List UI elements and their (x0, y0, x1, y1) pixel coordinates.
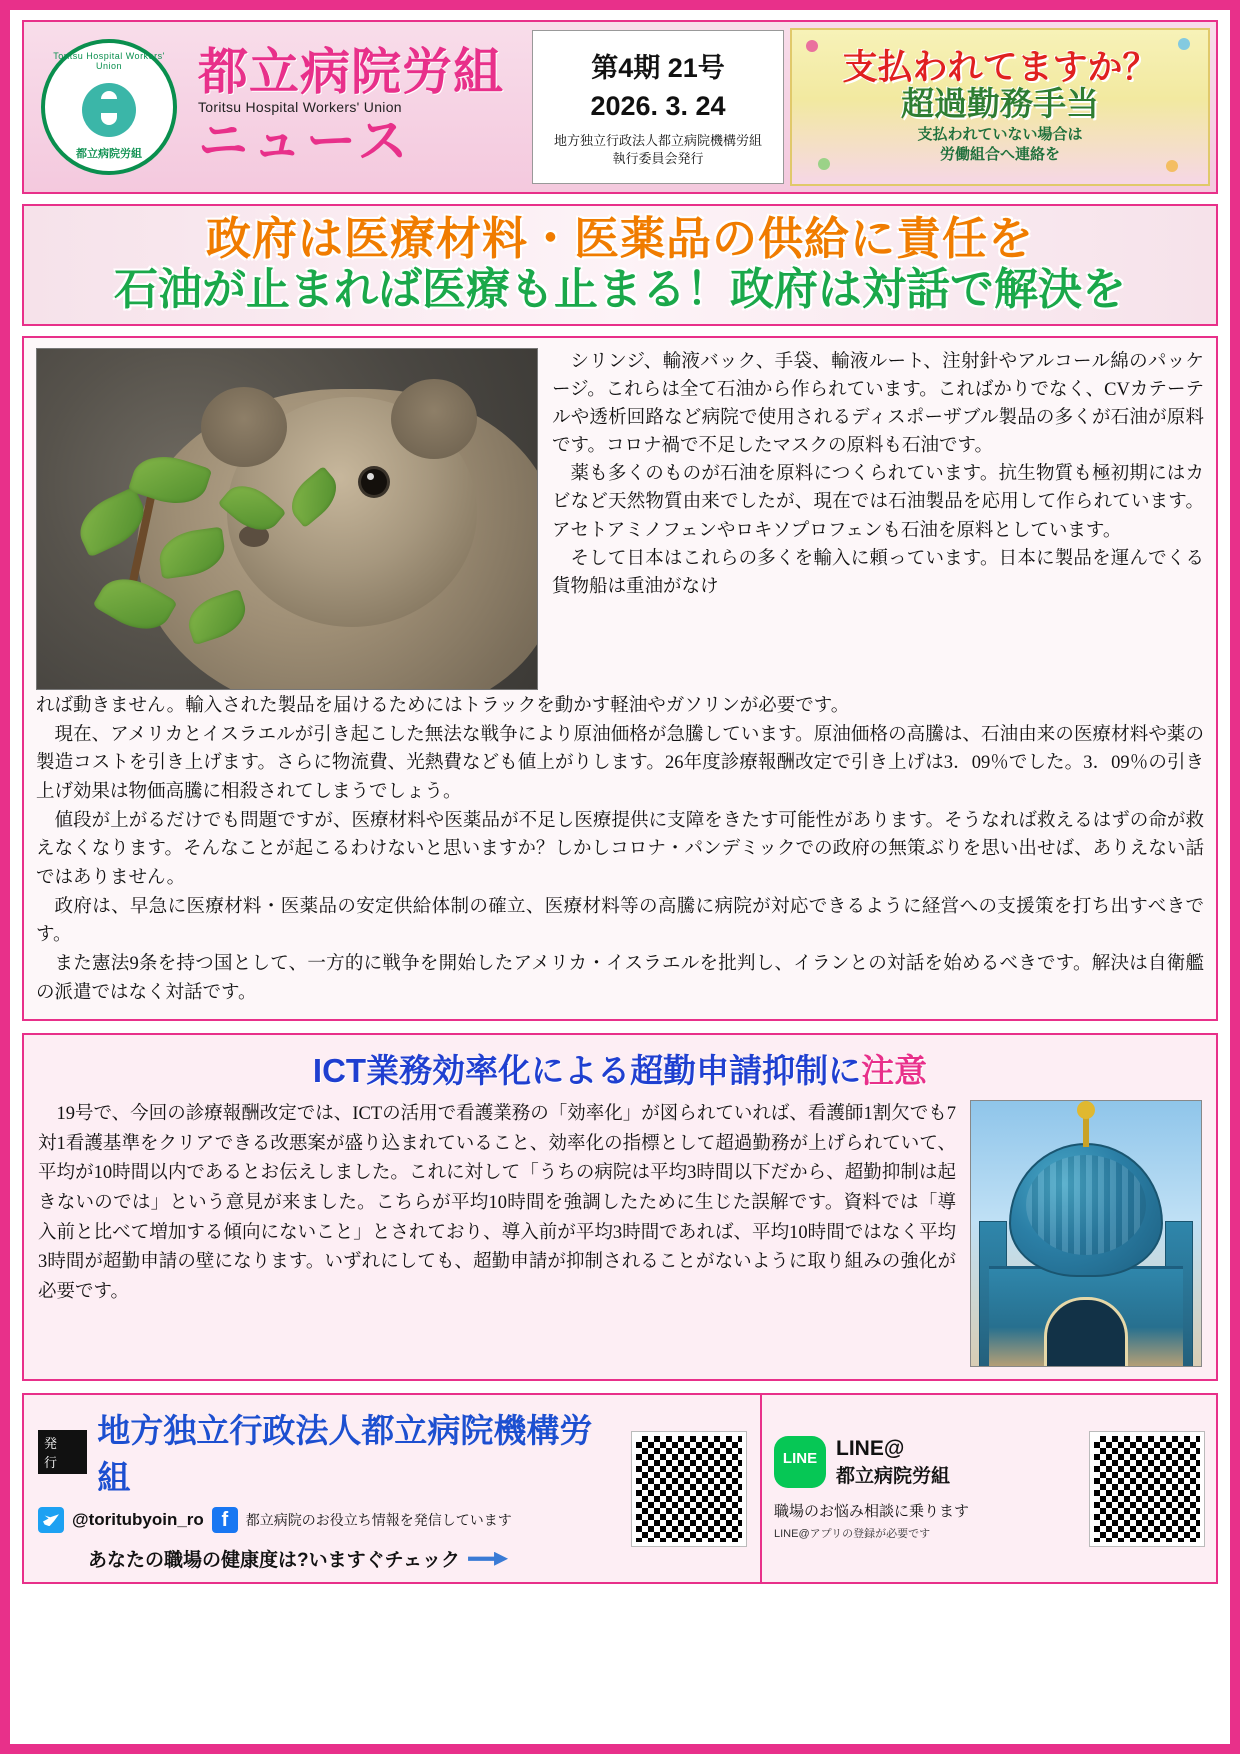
line-account-name: 都立病院労組 (836, 1466, 951, 1488)
publication-title (194, 22, 528, 192)
issue-date: 2026. 3. 24 (590, 91, 726, 122)
ict-heading-accent: 注意 (861, 1052, 928, 1090)
main-headline (22, 204, 1218, 326)
headline-line-2: 石油が止まれば医療も止まる！政府は対話で解決を (114, 264, 1126, 314)
footer-publisher-block (24, 1395, 618, 1582)
ict-heading-main: ICT業務効率化による超勤申請抑制に (312, 1052, 862, 1090)
facebook-description: 都立病院のお役立ち情報を発信しています (245, 1512, 512, 1529)
line-small-print: LINE@アプリの登録が必要です (774, 1528, 931, 1541)
twitter-handle[interactable]: @toritubyoin_ro (72, 1510, 204, 1530)
photo-animal-eye (361, 469, 387, 495)
issue-number: 第4期 21号 (591, 53, 725, 84)
ict-paragraph: 19号で、今回の診療報酬改定では、ICTの活用で看護業務の「効率化」が図られていれば、看護師1割欠でも7対1看護基準をクリアできる改悪案が盛り込まれていること、効率化の指標として超過勤務が上げられていて、平均が10時間以内であるとお伝えしました。これに対して「うちの病院は平均3時間以下だから、超勤抑制は起きないのでは」という意見が来ました。こちらが平均10時間を強調したために生じた誤解です。資料では「導入前と比べて増加する傾向にないこと」とされており、導入前が平均3時間であれば、平均10時間ではなく平均3時間が超勤申請の壁になります。いずれにしても、超勤申請が抑制されることがないように取り組みの強化が必要です。 (38, 1104, 956, 1302)
twitter-icon[interactable] (38, 1507, 64, 1533)
ad-line-1: 支払われてますか？ (842, 47, 1158, 87)
line-note: 職場のお悩み相談に乗ります (774, 1503, 970, 1521)
logo-mark-icon (82, 83, 136, 137)
photo-spire (1083, 1111, 1089, 1147)
article-paragraph: そして日本はこれらの多くを輸入に頼っています。日本に製品を運んでくる貨物船は重油がなけ (552, 548, 1204, 597)
article-paragraph: シリンジ、輸液バック、手袋、輸液ルート、注射針やアルコール綿のパッケージ。これらは全て石油から作られています。こればかりでなく、CVカテーテルや透析回路など病院で使用されるディスポーザブル製品の多くが石油が原料です。コロナ禍で不足したマスクの原料も石油です。 (552, 351, 1204, 457)
photo-animal-ear-right (391, 379, 477, 459)
ad-line-2: 超過勤務手当 (901, 84, 1099, 122)
main-article (22, 336, 1218, 1021)
publisher-name: 地方独立行政法人都立病院機構労組 (97, 1412, 593, 1497)
ad-line-4: 労働組合へ連絡を (939, 145, 1060, 163)
article-paragraph: 現在、アメリカとイスラエルが引き起こした無法な戦争により原油価格が急騰しています。原油価格の高騰は、石油由来の医療材料や薬の製造コストを引き上げます。さらに物流費、光熱費なども値上がりします。26年度診療報酬改定で引き上げは3．09％でした。3．09％の引き上げ効果は物価高騰に相殺されてしまうでしょう。 (36, 724, 1204, 802)
issuer-line-2: 執行委員会発行 (612, 151, 704, 166)
article-column-text (552, 348, 1204, 690)
title-subtitle-en: Toritsu Hospital Workers' Union (198, 99, 402, 115)
facebook-icon[interactable]: f (212, 1507, 238, 1533)
photo-animal-ear-left (201, 387, 287, 467)
logo-circle (41, 39, 177, 175)
confetti-dot (806, 40, 818, 52)
masthead (22, 20, 1218, 194)
mosque-photo (970, 1100, 1202, 1367)
issue-info (532, 30, 784, 184)
footer-qr-box-left (618, 1395, 760, 1582)
pika-photo (36, 348, 538, 690)
article-paragraph: 政府は、早急に医療材料・医薬品の安定供給体制の確立、医療材料等の高騰に病院が対応できるように経営への支援策を打ち出すべきです。 (36, 896, 1204, 946)
ict-section-heading (38, 1045, 1202, 1092)
ict-section (22, 1033, 1218, 1381)
overtime-ad-banner (790, 28, 1210, 186)
confetti-dot (1166, 160, 1178, 172)
title-news: ニュース (198, 113, 412, 169)
confetti-dot (818, 158, 830, 170)
article-paragraph: れば動きません。輸入された製品を届けるためにはトラックを動かす軽油やガソリンが必要です。 (36, 695, 850, 716)
title-main: 都立病院労組 (198, 44, 504, 100)
photo-arch (1044, 1297, 1128, 1367)
footer (22, 1393, 1218, 1584)
article-paragraph: 薬も多くのものが石油を原料につくられています。抗生物質も極初期にはカビなど天然物質由来でしたが、現在では石油製品を応用して作られています。アセトアミノフェンやロキソプロフェンも石油を原料としています。 (552, 464, 1204, 541)
logo-arc-text: Toritsu Hospital Workers' Union (53, 51, 165, 71)
publisher-badge: 発 行 (38, 1430, 87, 1474)
headline-line-1: 政府は医療材料・医薬品の供給に責任を (205, 213, 1034, 264)
qr-code-website[interactable] (632, 1432, 746, 1546)
qr-code-line[interactable] (1090, 1432, 1204, 1546)
article-full-width-text (36, 692, 1204, 1007)
arrow-right-icon (468, 1552, 508, 1566)
article-paragraph: 値段が上がるだけでも問題ですが、医療材料や医薬品が不足し医療提供に支障をきたす可能性があります。そうなれば救えるはずの命が救えなくなります。そんなことが起こるわけないと思いますか？しかしコロナ・パンデミックでの政府の無策ぶりを思い出せば、ありえない話ではありません。 (36, 810, 1204, 888)
logo-bottom-text: 都立病院労組 (76, 148, 142, 160)
issuer-line-1: 地方独立行政法人都立病院機構労組 (553, 133, 762, 149)
ict-section-text (38, 1100, 956, 1367)
ad-line-3: 支払われていない場合は (917, 126, 1083, 144)
line-app-icon[interactable] (774, 1436, 826, 1488)
confetti-dot (1178, 38, 1190, 50)
article-paragraph: また憲法9条を持つ国として、一方的に戦争を開始したアメリカ・イスラエルを批判し、イランとの対話を始めるべきです。解決は自衛艦の派遣ではなく対話です。 (36, 953, 1204, 1003)
photo-dome (1009, 1143, 1163, 1277)
line-brand-label: LINE@ (836, 1437, 905, 1461)
union-logo (24, 22, 194, 192)
footer-line-block (760, 1395, 1216, 1582)
health-check-text: あなたの職場の健康度は?いますぐチェック (88, 1550, 461, 1572)
